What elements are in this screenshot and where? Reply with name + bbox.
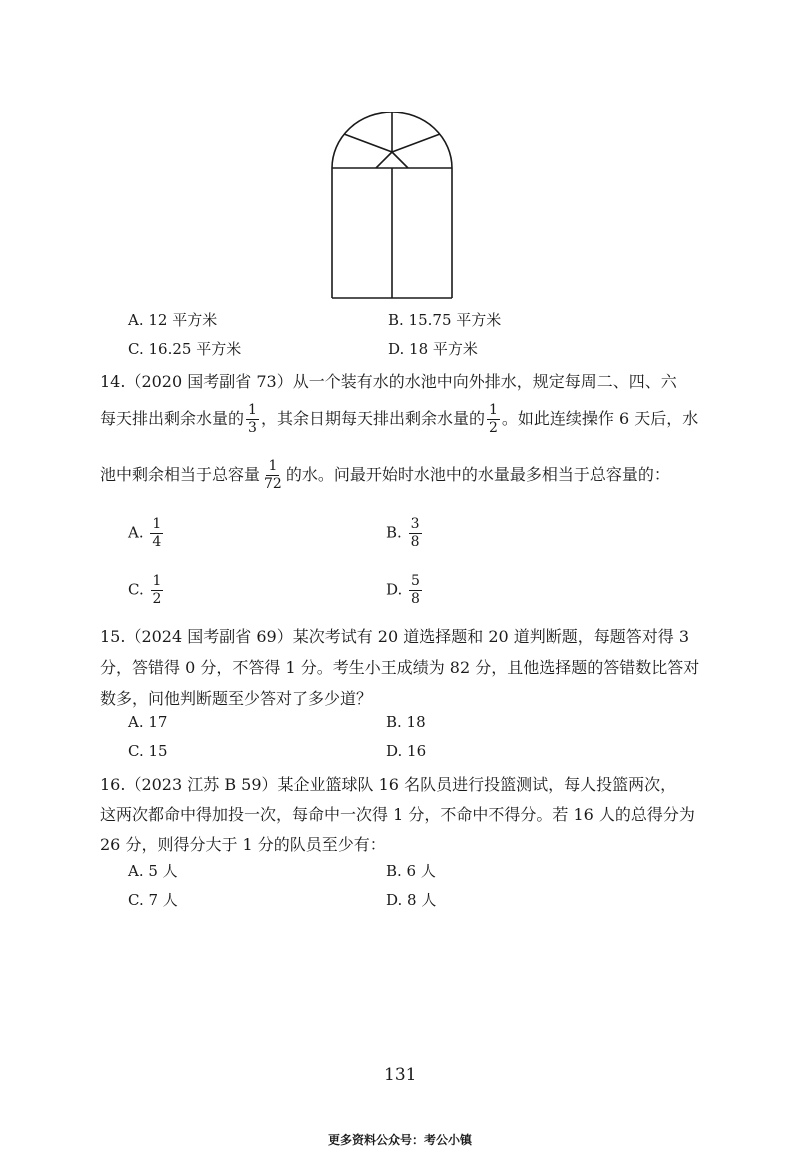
- option-fraction: [150, 516, 163, 551]
- q14-option-c: [128, 573, 165, 608]
- option-label: C.: [128, 580, 144, 599]
- option-label: A.: [128, 523, 144, 542]
- option-label: B.: [386, 523, 402, 542]
- q13-option-c: C. 16.25 平方米: [128, 340, 242, 358]
- q14-option-d: [386, 573, 424, 608]
- q16-option-b: B. 6 人: [386, 862, 436, 880]
- q14-option-a: [128, 516, 165, 551]
- fraction-denominator: 72: [264, 476, 282, 492]
- q16-line-1: 16.（2023 江苏 B 59）某企业篮球队 16 名队员进行投篮测试，每人投篮两次，: [100, 775, 677, 794]
- q15-option-a: A. 17: [128, 713, 168, 731]
- arched-window-figure: [330, 112, 454, 302]
- q14-fraction-one-seventy-second: [262, 458, 284, 493]
- q16-option-c: C. 7 人: [128, 891, 178, 909]
- fraction-denominator: 2: [152, 591, 162, 607]
- fraction-denominator: 8: [411, 591, 420, 607]
- fraction-numerator: 1: [152, 516, 162, 532]
- fraction-numerator: 1: [248, 402, 257, 418]
- q15-line-3: 数多，问他判断题至少答对了多少道？: [100, 689, 373, 708]
- q14-line-3: [100, 458, 670, 493]
- q13-option-a: A. 12 平方米: [128, 311, 218, 329]
- q14-line-1: 14.（2020 国考副省 73）从一个装有水的水池中向外排水，规定每周二、四、六: [100, 372, 677, 391]
- fraction-denominator: 2: [488, 420, 498, 436]
- page-number: 131: [384, 1065, 417, 1085]
- option-fraction: [151, 573, 164, 608]
- fraction-numerator: 1: [152, 573, 162, 589]
- q16-line-2: 这两次都命中得加投一次，每命中一次得 1 分，不命中不得分。若 16 人的总得分为: [100, 805, 695, 824]
- footer-promo: 更多资料公众号：考公小镇: [328, 1133, 473, 1147]
- fraction-numerator: 1: [268, 458, 278, 474]
- option-fraction: [409, 516, 422, 551]
- q15-option-b: B. 18: [386, 713, 426, 731]
- q14-line-3-part-b: 的水。问最开始时水池中的水量最多相当于总容量的：: [285, 465, 670, 484]
- q14-line-2-part-c: 。如此连续操作 6 天后，水: [501, 409, 699, 428]
- q14-fraction-one-half: [487, 402, 500, 437]
- q14-line-2-part-a: 每天排出剩余水量的: [100, 409, 245, 428]
- fraction-denominator: 4: [152, 534, 162, 550]
- q14-option-b: [386, 516, 424, 551]
- fraction-numerator: 1: [488, 402, 498, 418]
- fraction-denominator: 3: [248, 420, 257, 436]
- q15-option-c: C. 15: [128, 742, 168, 760]
- q14-line-2-part-b: ，其余日期每天排出剩余水量的: [260, 409, 485, 428]
- q13-option-b: B. 15.75 平方米: [388, 311, 502, 329]
- fraction-numerator: 5: [411, 573, 420, 589]
- option-fraction: [409, 573, 422, 608]
- fraction-numerator: 3: [410, 516, 420, 532]
- q14-line-3-part-a: 池中剩余相当于总容量: [100, 465, 261, 484]
- q14-line-2: [100, 402, 698, 437]
- fraction-denominator: 8: [410, 534, 420, 550]
- option-label: D.: [386, 580, 403, 599]
- q16-line-3: 26 分，则得分大于 1 分的队员至少有：: [100, 835, 386, 854]
- q16-option-d: D. 8 人: [386, 891, 437, 909]
- q14-fraction-one-third: [246, 402, 259, 437]
- q13-option-d: D. 18 平方米: [388, 340, 478, 358]
- q15-line-1: 15.（2024 国考副省 69）某次考试有 20 道选择题和 20 道判断题，每题答对得 3: [100, 627, 690, 646]
- q15-line-2: 分，答错得 0 分，不答得 1 分。考生小王成绩为 82 分，且他选择题的答错数比答对: [100, 658, 700, 677]
- q16-option-a: A. 5 人: [128, 862, 178, 880]
- q15-option-d: D. 16: [386, 742, 427, 760]
